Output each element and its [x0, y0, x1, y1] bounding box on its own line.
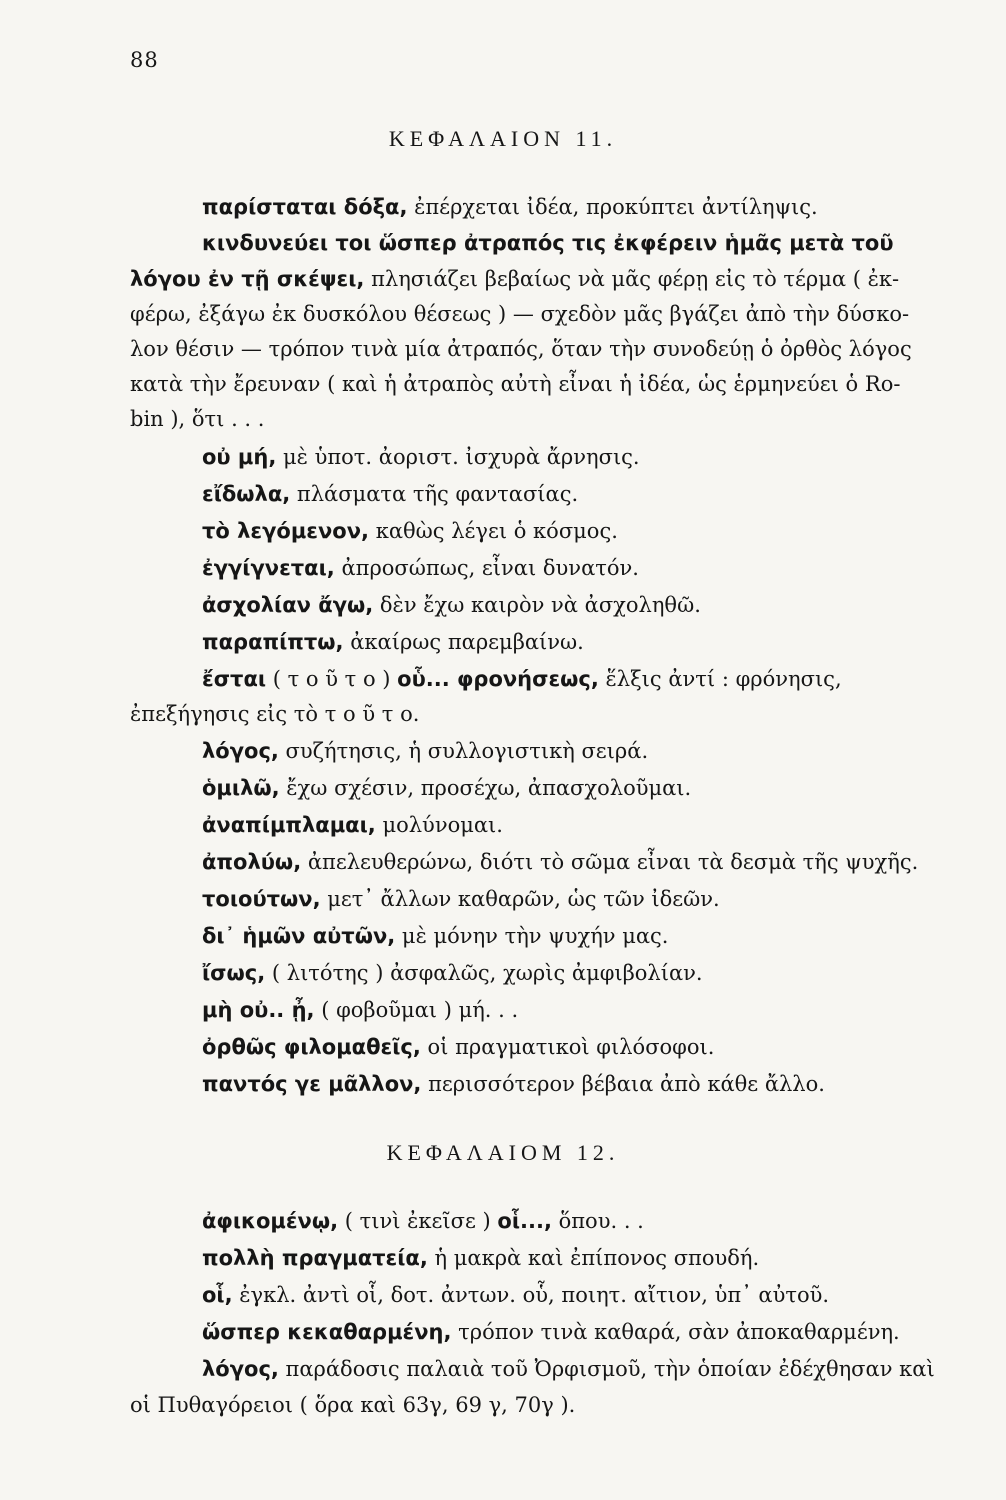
glossary-entry: [202, 588, 992, 622]
glossary-term: μὴ οὐ.. ᾖ,: [202, 998, 315, 1022]
glossary-entry: [202, 1067, 992, 1101]
glossary-definition: δὲν ἔχω καιρὸν νὰ ἀσχοληθῶ.: [373, 593, 701, 617]
glossary-definition: ἐπέρχεται ἰδέα, προκύπτει ἀντίληψις.: [407, 195, 818, 219]
glossary-term: παραπίπτω,: [202, 630, 344, 654]
glossary-term: λόγος,: [202, 1357, 279, 1381]
glossary-entry: [202, 662, 992, 696]
glossary-entry: [202, 956, 992, 990]
glossary-term: πολλὴ πραγματεία,: [202, 1246, 428, 1270]
glossary-definition: ( τινὶ ἐκεῖσε ): [338, 1209, 498, 1233]
glossary-definition: ἡ μακρὰ καὶ ἐπίπονος σπουδή.: [427, 1246, 760, 1270]
definition-continuation: οἱ Πυθαγόρειοι ( ὅρα καὶ 63γ, 69 γ, 70γ ).: [130, 1393, 576, 1417]
glossary-definition: ( φοβοῦμαι ) μή. . .: [314, 998, 519, 1022]
glossary-term: λόγου ἐν τῇ σκέψει,: [130, 267, 365, 291]
definition-continuation: ἐπεξήγησις εἰς τὸ τ ο ῦ τ ο.: [130, 702, 420, 726]
glossary-term: δι᾽ ἡμῶν αὐτῶν,: [202, 924, 396, 948]
glossary-definition: ἀπροσώπως, εἶναι δυνατόν.: [334, 556, 639, 580]
chapter-heading-11: ΚΕΦΑΛΑΙΟΝ 11.: [388, 126, 618, 151]
glossary-term: ἀφικομένῳ,: [202, 1209, 339, 1233]
glossary-definition: συζήτησις, ἡ συλλογιστικὴ σειρά.: [278, 739, 649, 763]
glossary-entry: [202, 625, 992, 659]
glossary-entry: [202, 440, 992, 474]
glossary-term: ἐγγίγνεται,: [202, 556, 335, 580]
glossary-term: τοιούτων,: [202, 887, 321, 911]
glossary-definition: καθὼς λέγει ὁ κόσμος.: [369, 519, 618, 543]
glossary-definition: ( τ ο ῦ τ ο ): [266, 667, 398, 691]
glossary-term: κινδυνεύει τοι ὥσπερ ἀτραπός τις ἐκφέρειν ἡμᾶς μετὰ τοῦ: [202, 231, 894, 255]
glossary-entry: [202, 551, 992, 585]
glossary-definition: ὅπου. . .: [551, 1209, 644, 1233]
glossary-entry: [130, 262, 992, 296]
glossary-term: εἴδωλα,: [202, 482, 291, 506]
glossary-definition: μὲ ὑποτ. ἀοριστ. ἰσχυρὰ ἄρνησις.: [276, 445, 640, 469]
glossary-definition: οἱ πραγματικοὶ φιλόσοφοι.: [420, 1035, 715, 1059]
glossary-definition: πλησιάζει βεβαίως νὰ μᾶς φέρῃ εἰς τὸ τέρμα ( ἐκ-: [364, 267, 900, 291]
glossary-term: παρίσταται δόξα,: [202, 195, 408, 219]
glossary-term: οἷ,: [202, 1283, 233, 1307]
glossary-term: ὥσπερ κεκαθαρμένη,: [202, 1320, 452, 1344]
glossary-definition: ἀπελευθερώνω, διότι τὸ σῶμα εἶναι τὰ δεσμὰ τῆς ψυχῆς.: [301, 850, 919, 874]
glossary-definition: ἐγκλ. ἀντὶ οἷ, δοτ. ἀντων. οὗ, ποιητ. αἴτιον, ὑπ᾽ αὐτοῦ.: [232, 1283, 830, 1307]
glossary-term: ἴσως,: [202, 961, 266, 985]
glossary-term: ἀπολύω,: [202, 850, 302, 874]
glossary-entry: [202, 477, 992, 511]
glossary-definition: ἔχω σχέσιν, προσέχω, ἀπασχολοῦμαι.: [279, 776, 692, 800]
glossary-term: ὁμιλῶ,: [202, 776, 280, 800]
glossary-term: οὐ μή,: [202, 445, 277, 469]
glossary-definition: τρόπον τινὰ καθαρά, σὰν ἀποκαθαρμένη.: [451, 1320, 900, 1344]
glossary-entry: [202, 845, 992, 879]
glossary-term: τὸ λεγόμενον,: [202, 519, 370, 543]
glossary-definition: μετ᾽ ἄλλων καθαρῶν, ὡς τῶν ἰδεῶν.: [320, 887, 720, 911]
definition-continuation: λον θέσιν — τρόπον τινὰ μία ἀτραπός, ὅταν τὴν συνοδεύῃ ὁ ὀρθὸς λόγος: [130, 337, 912, 361]
glossary-term: οἷ...,: [497, 1209, 552, 1233]
glossary-entry: [202, 1315, 992, 1349]
glossary-entry: [202, 1241, 992, 1275]
glossary-entry: [202, 514, 992, 548]
glossary-entry: [202, 882, 992, 916]
glossary-definition: παράδοσις παλαιὰ τοῦ Ὀρφισμοῦ, τὴν ὁποίαν ἐδέχθησαν καὶ: [278, 1357, 935, 1381]
glossary-term: οὗ... φρονήσεως,: [397, 667, 599, 691]
definition-continuation: bin ), ὅτι . . .: [130, 407, 265, 431]
glossary-definition: μὲ μόνην τὴν ψυχήν μας.: [395, 924, 669, 948]
glossary-definition: μολύνομαι.: [375, 813, 503, 837]
definition-continuation: κατὰ τὴν ἔρευναν ( καὶ ἡ ἀτραπὸς αὐτὴ εἶναι ἡ ἰδέα, ὡς ἑρμηνεύει ὁ Ro-: [130, 372, 901, 396]
glossary-entry: [202, 734, 992, 768]
glossary-term: παντός γε μᾶλλον,: [202, 1072, 422, 1096]
glossary-term: ὀρθῶς φιλομαθεῖς,: [202, 1035, 421, 1059]
chapter-heading-12: ΚΕΦΑΛΑΙΟΜ 12.: [386, 1140, 620, 1165]
glossary-term: λόγος,: [202, 739, 279, 763]
glossary-entry: [202, 1030, 992, 1064]
glossary-entry: [202, 993, 992, 1027]
glossary-entry: [202, 226, 992, 260]
glossary-definition: ἕλξις ἀντί : φρόνησις,: [598, 667, 842, 691]
glossary-entry: [202, 808, 992, 842]
page-number: 88: [130, 48, 159, 72]
definition-continuation: φέρω, ἐξάγω ἐκ δυσκόλου θέσεως ) — σχεδὸν μᾶς βγάζει ἀπὸ τὴν δύσκο-: [130, 302, 910, 326]
glossary-definition: πλάσματα τῆς φαντασίας.: [290, 482, 579, 506]
glossary-entry: [202, 1352, 992, 1386]
glossary-term: ἀσχολίαν ἄγω,: [202, 593, 374, 617]
glossary-entry: [202, 919, 992, 953]
glossary-definition: περισσότερον βέβαια ἀπὸ κάθε ἄλλο.: [421, 1072, 825, 1096]
glossary-entry: [202, 771, 992, 805]
glossary-entry: [202, 1278, 992, 1312]
glossary-entry: [202, 190, 992, 224]
glossary-term: ἀναπίμπλαμαι,: [202, 813, 376, 837]
glossary-term: ἔσται: [202, 667, 267, 691]
glossary-entry: [202, 1204, 992, 1238]
glossary-definition: ἀκαίρως παρεμβαίνω.: [343, 630, 584, 654]
glossary-definition: ( λιτότης ) ἀσφαλῶς, χωρὶς ἀμφιβολίαν.: [265, 961, 703, 985]
